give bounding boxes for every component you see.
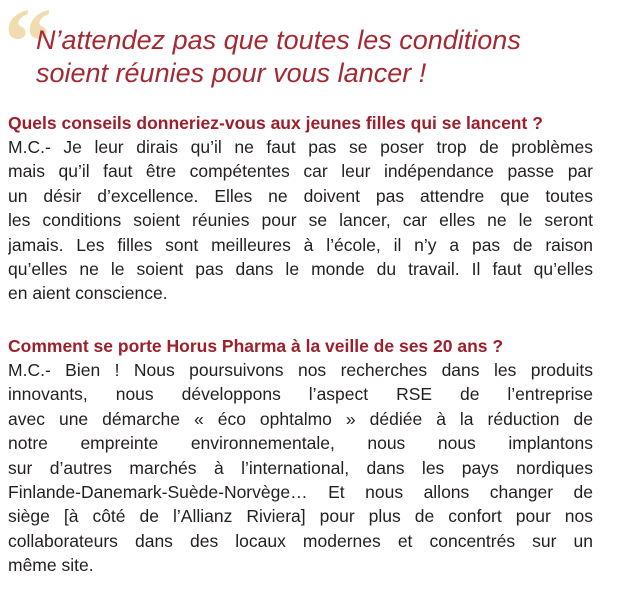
qa-section-advice [8, 111, 593, 306]
answer-line: M.C.- Bien ! Nous poursuivons nos recherches dans les produits [8, 360, 593, 380]
pull-quote [36, 24, 616, 90]
answer-line: notre empreinte environnementale, nous nous implantons [8, 433, 593, 454]
question-heading: Comment se porte Horus Pharma à la veille de ses 20 ans ? [8, 336, 504, 356]
answer-paragraph [8, 135, 593, 306]
answer-line: les conditions soient réunies pour se lancer, car elles ne le seront [8, 210, 593, 231]
question-heading: Quels conseils donneriez-vous aux jeunes filles qui se lancent ? [8, 113, 543, 133]
pull-quote-line: soient réunies pour vous lancer ! [36, 58, 427, 88]
answer-line: sur d’autres marchés à l’international, dans les pays nordiques [8, 457, 593, 478]
answer-line: en aient conscience. [8, 283, 168, 304]
answer-line: qu’elles ne le soient pas dans le monde du travail. Il faut qu’elles [8, 259, 593, 280]
qa-section-horus-pharma [8, 334, 593, 578]
answer-line: mais qu’il faut être compétentes car leur indépendance passe par [8, 161, 593, 182]
answer-line: Finlande-Danemark-Suède-Norvège… Et nous allons changer de [8, 482, 593, 503]
answer-paragraph [8, 358, 593, 578]
answer-line: siège [à côté de l’Allianz Riviera] pour plus de confort pour nos [8, 506, 593, 527]
quote-mark-icon: “ [4, 0, 52, 95]
answer-line: jamais. Les filles sont meilleures à l’école, il n’y a pas de raison [8, 234, 593, 255]
answer-line: collaborateurs dans des locaux modernes et concentrés sur un [8, 530, 593, 551]
answer-line: avec une démarche « éco ophtalmo » dédiée à la réduction de [8, 408, 593, 429]
answer-line: un désir d’excellence. Elles ne doivent pas attendre que toutes [8, 185, 593, 206]
answer-line: M.C.- Je leur dirais qu’il ne faut pas se poser trop de problèmes [8, 137, 593, 157]
answer-line: innovants, nous développons l’aspect RSE de l’entreprise [8, 384, 593, 405]
answer-line: même site. [8, 555, 94, 576]
pull-quote-line: N’attendez pas que toutes les conditions [36, 25, 521, 55]
